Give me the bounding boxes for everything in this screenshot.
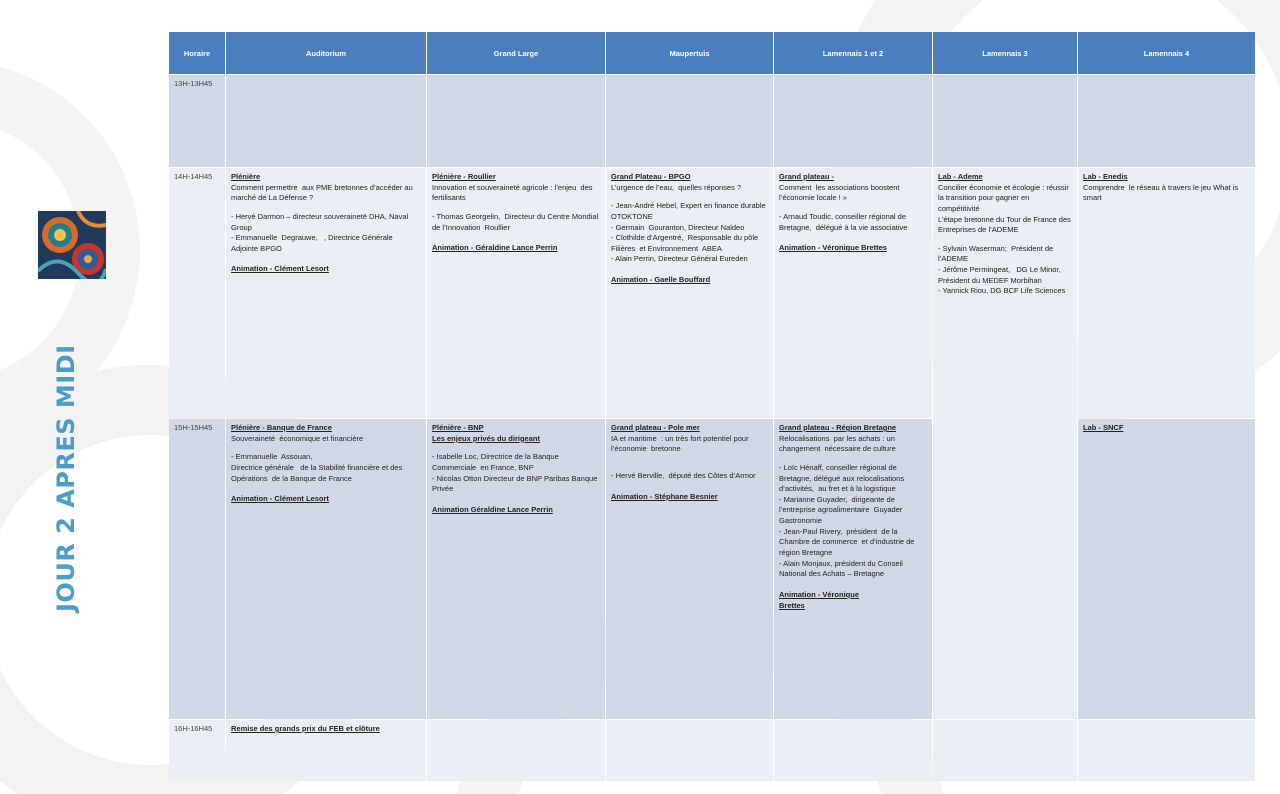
session-line: - Jean-André Hebel, Expert en finance durable OTOKTONE [611,201,768,221]
session-cell [226,720,426,781]
session-cell [226,168,426,418]
session-animation: Animation - Véronique Brettes [779,243,887,253]
session-title: Plénière - BNP [432,423,484,432]
time-cell: 14H-14H45 [169,168,225,418]
session-animation: Animation - Stéphane Besnier [611,491,718,501]
spacer [611,193,768,201]
session-line: L’étape bretonne du Tour de France des Entreprises de l’ADEME [938,214,1073,235]
empty-cell [933,75,1077,167]
header-lamennais-1-2: Lamennais 1 et 2 [774,32,932,74]
session-animation: Animation - Véronique [779,589,860,599]
spacer [779,455,927,463]
session-animation: Animation - Clément Lesort [231,494,329,504]
empty-cell [606,75,773,167]
session-line: - Isabelle Loc, Directrice de la Banque Commerciale en France, BNP [432,452,561,472]
session-cell [427,419,605,719]
session-line: Relocalisations par les achats : un changement nécessaire de culture [779,433,897,454]
session-line: Comment les associations boostent l’économie locale ! » [779,182,904,203]
session-line: - Alain Monjaux, président du Conseil National des Achats – Bretagne [779,558,905,579]
session-cell [1078,168,1255,418]
empty-cell [774,75,932,167]
session-line: - Nicolas Otton Directeur de BNP Paribas Banque Privée [432,473,600,494]
session-title: Lab - SNCF [1083,423,1124,432]
spacer [779,204,927,212]
session-line: - Clothilde d’Argentré, Responsable du pôle Filières et Environnement ABEA [611,233,761,253]
session-line: - Thomas Georgelin, Directeur du Centre Mondial de l’Innovation Roullier [432,211,601,232]
session-line: - Arnaud Toudic, conseiller régional de Bretagne, délégué à la vie associative [779,211,909,232]
time-cell: 16H-16H45 [169,720,225,781]
schedule-table [169,32,1249,777]
page-side-title: JOUR 2 APRES MIDI [52,344,80,612]
session-line: Souveraineté économique et financière [231,433,364,443]
session-line: Innovation et souveraineté agricole : l’enjeu des fertilisants [432,182,595,203]
session-line: - Jean-Paul Rivery, président de la Chambre de commerce et d’industrie de région Bretagne [779,526,917,558]
session-animation: Brettes [779,600,805,610]
swirl-artwork-icon [38,211,106,279]
time-cell: 15H-15H45 [169,419,225,719]
session-line: - Yannick Riou, DG BCF Life Sciences [938,286,1066,296]
session-line: Comprendre le réseau à travers le jeu What is smart [1083,182,1241,203]
spacer [938,236,1072,244]
empty-cell [1078,720,1255,781]
spacer [611,455,768,463]
session-line: - Emmanuelle Assouan, [231,452,313,462]
session-cell [226,419,426,719]
empty-cell [933,720,1077,781]
session-title: Plénière - Banque de France [231,423,332,432]
session-line: - Alain Perrin, Directeur Général Eureden [611,254,748,264]
session-cell [933,168,1077,719]
session-title: Lab - Enedis [1083,172,1128,181]
header-auditorium: Auditorium [226,32,426,74]
spacer [432,444,600,452]
session-subtitle: Les enjeux privés du dirigeant [432,433,540,443]
session-animation: Animation - Clément Lesort [231,264,329,274]
session-animation: Animation Géraldine Lance Perrin [432,504,553,514]
spacer [432,204,600,212]
header-grand-large: Grand Large [427,32,605,74]
session-line: L’urgence de l’eau, quelles réponses ? [611,182,742,192]
session-line: - Hervé Berville, député des Côtes d’Armor [611,470,756,480]
session-title: Grand plateau - Pole mer [611,423,700,432]
session-cell [1078,419,1255,719]
session-line: Comment permettre aux PME bretonnes d’accéder au marché de La Défense ? [231,182,415,203]
session-title: Plénière - Roullier [432,172,496,181]
session-animation: Animation - Géraldine Lance Perrin [432,243,558,253]
session-line: - Hervé Darmon – directeur souveraineté DHA, Naval Group [231,211,411,232]
empty-cell [774,720,932,781]
spacer [231,204,421,212]
session-cell [774,419,932,719]
header-horaire: Horaire [169,32,225,74]
session-cell [606,419,773,719]
header-lamennais-4: Lamennais 4 [1078,32,1255,74]
session-line: Directrice générale de la Stabilité financière et des Opérations de la Banque de France [231,462,405,483]
session-title: Grand plateau - [779,172,835,181]
empty-cell [427,720,605,781]
session-title: Grand Plateau - BPGO [611,172,691,181]
session-line: - Emmanuelle Degrauwe, , Directrice Générale Adjointe BPGO [231,233,395,253]
spacer [231,444,421,452]
session-line: - Marianne Guyader, dirigeante de l’entreprise agroalimentaire Guyader Gastronomie [779,494,905,526]
header-lamennais-3: Lamennais 3 [933,32,1077,74]
session-title: Remise des grands prix du FEB et clôture [231,724,380,733]
session-line: Concilier économie et écologie : réussir la transition pour gagner en compétitivité [938,182,1071,213]
session-line: - Germain Gouranton, Directeur Naldeo [611,222,745,232]
empty-cell [606,720,773,781]
empty-cell [1078,75,1255,167]
header-maupertuis: Maupertuis [606,32,773,74]
time-cell: 13H-13H45 [169,75,225,167]
empty-cell [427,75,605,167]
session-title: Grand plateau - Région Bretagne [779,423,897,432]
session-cell [606,168,773,418]
empty-cell [226,75,426,167]
session-animation: Animation - Gaelle Bouffard [611,275,711,285]
session-cell [774,168,932,418]
session-cell [427,168,605,418]
session-title: Plénière [231,172,261,181]
session-title: Lab - Ademe [938,172,983,181]
spacer [611,463,768,471]
session-line: - Loïc Hénaff, conseiller régional de Bretagne, délégué aux relocalisations d’activités, au fret et à la logistique [779,462,907,494]
session-line: - Sylvain Waserman; Président de l’ADEME [938,243,1056,264]
session-line: IA et maritime : un très fort potentiel pour l’économie bretonne [611,433,751,454]
session-line: - Jérôme Permingeat, DG Le Minor, Président du MEDEF Morbihan [938,265,1063,285]
